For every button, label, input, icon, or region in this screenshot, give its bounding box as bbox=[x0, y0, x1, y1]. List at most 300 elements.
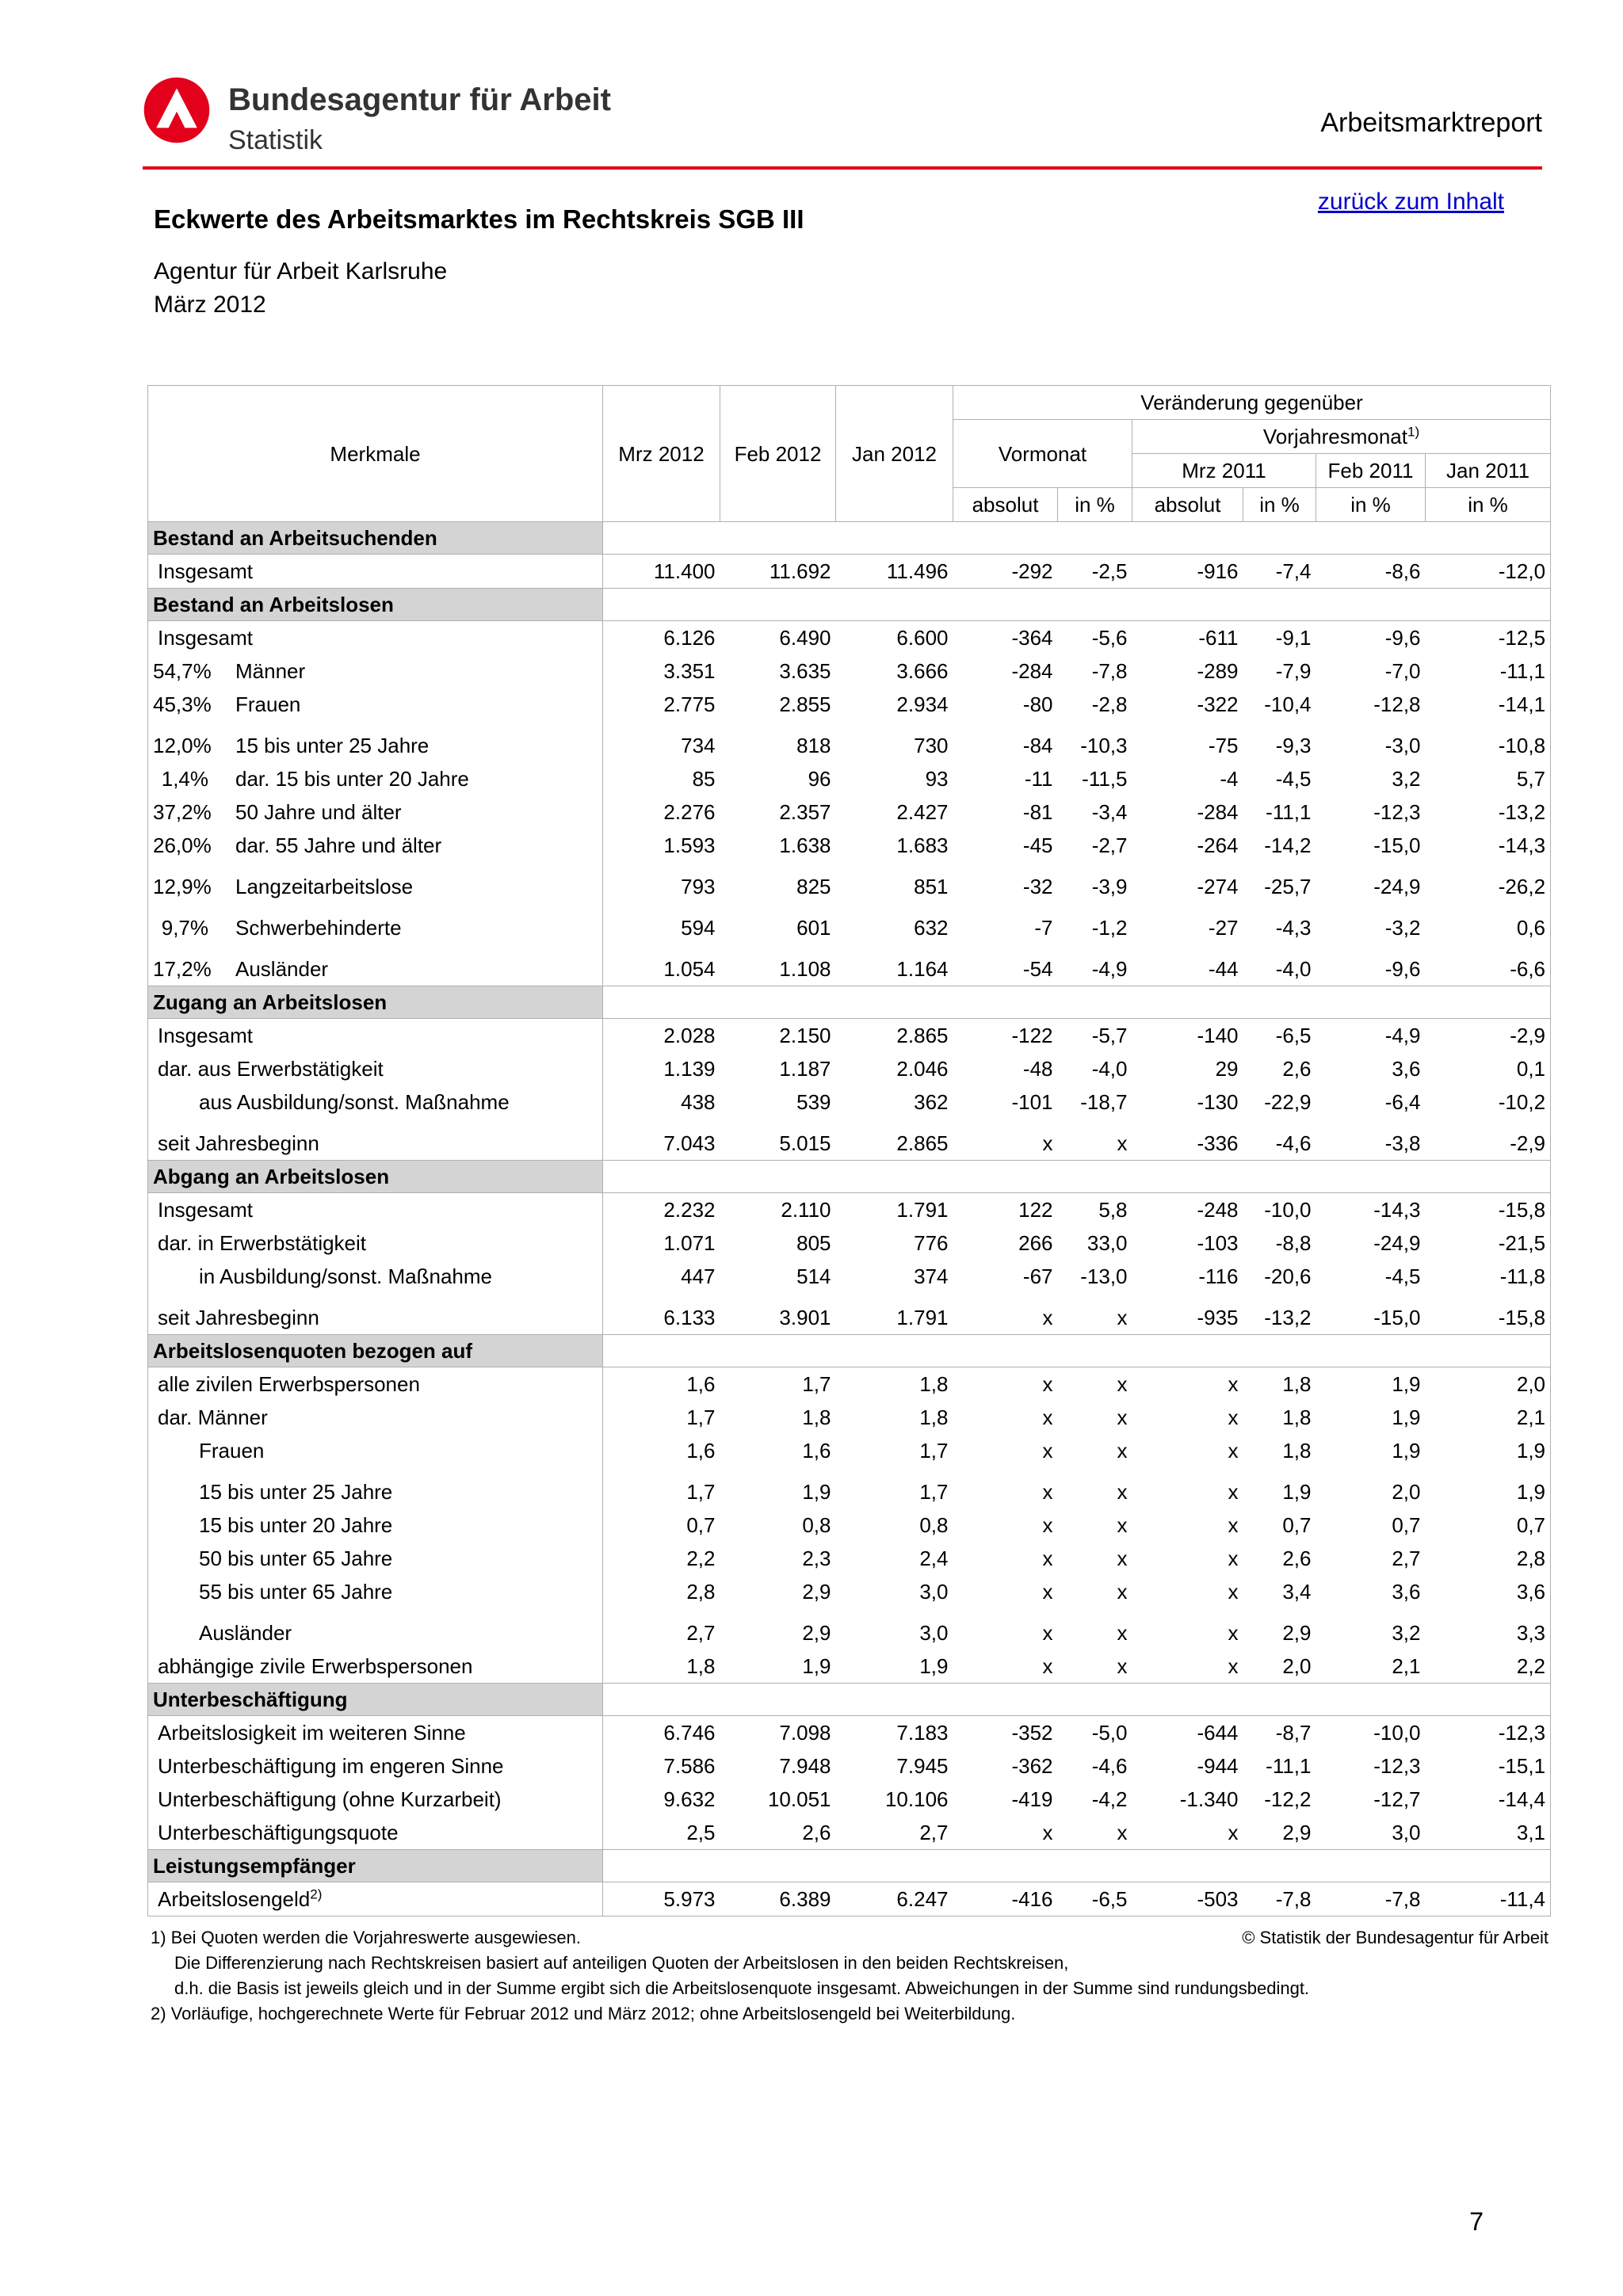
row-share: 1,4% bbox=[161, 767, 208, 791]
value-cell: -3,2 bbox=[1384, 916, 1421, 940]
value-cell: -7,8 bbox=[1275, 1887, 1312, 1911]
value-cell: -916 bbox=[1197, 559, 1239, 583]
value-cell: -4,6 bbox=[1091, 1754, 1128, 1778]
row-label-text: Ausländer bbox=[235, 957, 329, 981]
row-label-text: Insgesamt bbox=[158, 1198, 253, 1222]
value-cell: 2,6 bbox=[1282, 1547, 1312, 1570]
header-vorjahresmonat: Vorjahresmonat$^{1)}$ bbox=[1132, 420, 1551, 454]
row-label bbox=[148, 1508, 603, 1542]
row-share: 12,0% bbox=[153, 734, 212, 757]
value-cell: 2,2 bbox=[1516, 1654, 1546, 1678]
value-cell: -4,2 bbox=[1091, 1787, 1128, 1811]
value-cell: 730 bbox=[914, 734, 949, 757]
value-cell: 3,6 bbox=[1392, 1057, 1421, 1081]
back-to-contents-link[interactable]: zurück zum Inhalt bbox=[1317, 189, 1504, 215]
table-row bbox=[148, 1608, 1551, 1650]
row-label-text: abhängige zivile Erwerbspersonen bbox=[158, 1654, 473, 1678]
value-cell: 1,9 bbox=[802, 1480, 831, 1504]
value-cell: x bbox=[1117, 1405, 1128, 1429]
row-label bbox=[148, 1783, 603, 1816]
value-cell: x bbox=[1042, 1513, 1053, 1537]
row-label bbox=[148, 688, 603, 721]
value-cell: 7.043 bbox=[663, 1131, 716, 1155]
value-cell: x bbox=[1228, 1547, 1239, 1570]
value-cell: -84 bbox=[1022, 734, 1053, 757]
value-cell: -1,2 bbox=[1091, 916, 1128, 940]
value-cell: 2.150 bbox=[779, 1024, 831, 1047]
value-cell: x bbox=[1042, 1439, 1053, 1463]
value-cell: -274 bbox=[1197, 875, 1239, 898]
value-cell: 1,8 bbox=[919, 1372, 949, 1396]
value-cell: -3,8 bbox=[1384, 1131, 1421, 1155]
value-cell: -12,3 bbox=[1498, 1721, 1546, 1745]
footnote-marker: 2) bbox=[310, 1886, 323, 1902]
section-spacer bbox=[603, 589, 1551, 621]
value-cell: -10,2 bbox=[1498, 1090, 1546, 1114]
value-cell: x bbox=[1228, 1821, 1239, 1844]
value-cell: 3,1 bbox=[1516, 1821, 1546, 1844]
row-label-text: Insgesamt bbox=[158, 1024, 253, 1047]
value-cell: -7,0 bbox=[1384, 659, 1421, 683]
value-cell: 3.351 bbox=[663, 659, 716, 683]
row-label-text: seit Jahresbeginn bbox=[158, 1306, 319, 1329]
row-label-text: alle zivilen Erwerbspersonen bbox=[158, 1372, 420, 1396]
bundesagentur-logo-icon bbox=[143, 76, 211, 144]
value-cell: -15,0 bbox=[1373, 1306, 1421, 1329]
value-cell: 2,7 bbox=[1392, 1547, 1421, 1570]
header-change: Veränderung gegenüber bbox=[953, 386, 1551, 420]
table-row bbox=[148, 1508, 1551, 1542]
value-cell: 632 bbox=[914, 916, 949, 940]
value-cell: x bbox=[1117, 1131, 1128, 1155]
value-cell: -9,3 bbox=[1275, 734, 1312, 757]
row-label bbox=[148, 1542, 603, 1575]
value-cell: x bbox=[1117, 1547, 1128, 1570]
value-cell: -75 bbox=[1208, 734, 1239, 757]
value-cell: 6.247 bbox=[896, 1887, 949, 1911]
value-cell: 438 bbox=[681, 1090, 716, 1114]
section-spacer bbox=[603, 1161, 1551, 1193]
value-cell: 3,0 bbox=[1392, 1821, 1421, 1844]
value-cell: 0,6 bbox=[1516, 916, 1546, 940]
row-label-text: dar. 55 Jahre und älter bbox=[235, 833, 442, 857]
row-label-text: Männer bbox=[235, 659, 306, 683]
row-label bbox=[148, 903, 603, 944]
value-cell: 2,4 bbox=[919, 1547, 949, 1570]
value-cell: x bbox=[1228, 1439, 1239, 1463]
value-cell: -4,9 bbox=[1091, 957, 1128, 981]
row-share: 45,3% bbox=[153, 692, 212, 716]
value-cell: 2,0 bbox=[1392, 1480, 1421, 1504]
footnote-1: 1) Bei Quoten werden die Vorjahreswerte ausgewiesen. bbox=[151, 1928, 581, 1947]
row-label bbox=[148, 1749, 603, 1783]
value-cell: 2.855 bbox=[779, 692, 831, 716]
value-cell: x bbox=[1228, 1513, 1239, 1537]
value-cell: 6.490 bbox=[779, 626, 831, 650]
table-row bbox=[148, 1716, 1551, 1750]
value-cell: 1,6 bbox=[686, 1372, 716, 1396]
value-cell: 266 bbox=[1018, 1231, 1053, 1255]
row-label-text: Arbeitslosengeld bbox=[158, 1887, 311, 1911]
value-cell: -11,8 bbox=[1499, 1264, 1546, 1288]
report-name: Arbeitsmarktreport bbox=[1320, 108, 1542, 138]
value-cell: -44 bbox=[1208, 957, 1239, 981]
row-label bbox=[148, 1293, 603, 1335]
value-cell: x bbox=[1042, 1580, 1053, 1604]
value-cell: -935 bbox=[1197, 1306, 1239, 1329]
value-cell: -45 bbox=[1022, 833, 1053, 857]
footnote-2: 2) Vorläufige, hochgerechnete Werte für Februar 2012 und März 2012; ohne Arbeitslosengeld bei Weiterbildung. bbox=[151, 2004, 1016, 2023]
table-row bbox=[148, 1293, 1551, 1335]
row-share: 26,0% bbox=[153, 833, 212, 857]
value-cell: x bbox=[1042, 1547, 1053, 1570]
row-label-text: Frauen bbox=[235, 692, 301, 716]
header-feb-2012: Feb 2012 bbox=[720, 386, 836, 522]
value-cell: -289 bbox=[1197, 659, 1239, 683]
row-label-text: dar. aus Erwerbstätigkeit bbox=[158, 1057, 384, 1081]
value-cell: 2.775 bbox=[663, 692, 716, 716]
value-cell: -32 bbox=[1022, 875, 1053, 898]
section-label: Bestand an Arbeitslosen bbox=[148, 589, 603, 621]
agency-name: Agentur für Arbeit Karlsruhe bbox=[154, 258, 448, 284]
value-cell: 5.015 bbox=[779, 1131, 831, 1155]
value-cell: -11,1 bbox=[1266, 1754, 1312, 1778]
row-label-text: aus Ausbildung/sonst. Maßnahme bbox=[199, 1090, 510, 1114]
value-cell: 594 bbox=[681, 916, 716, 940]
value-cell: -12,3 bbox=[1373, 800, 1421, 824]
section-header bbox=[148, 522, 1551, 555]
value-cell: 1.791 bbox=[896, 1198, 949, 1222]
section-header bbox=[148, 1684, 1551, 1716]
value-cell: x bbox=[1228, 1580, 1239, 1604]
value-cell: 825 bbox=[796, 875, 831, 898]
value-cell: x bbox=[1228, 1654, 1239, 1678]
header-in-pct: in % bbox=[1058, 488, 1132, 522]
value-cell: -416 bbox=[1011, 1887, 1053, 1911]
row-label-text: dar. 15 bis unter 20 Jahre bbox=[235, 767, 469, 791]
value-cell: -80 bbox=[1022, 692, 1053, 716]
row-label bbox=[148, 1434, 603, 1467]
value-cell: -362 bbox=[1011, 1754, 1053, 1778]
table-row bbox=[148, 654, 1551, 688]
value-cell: -11,1 bbox=[1499, 659, 1546, 683]
table-row bbox=[148, 1226, 1551, 1260]
value-cell: -352 bbox=[1011, 1721, 1053, 1745]
row-share: 54,7% bbox=[153, 659, 212, 683]
copyright: © Statistik der Bundesagentur für Arbeit bbox=[1242, 1928, 1549, 1947]
value-cell: -7 bbox=[1034, 916, 1053, 940]
value-cell: -11,5 bbox=[1082, 767, 1128, 791]
value-cell: 1.054 bbox=[663, 957, 716, 981]
section-spacer bbox=[603, 522, 1551, 555]
row-label bbox=[148, 862, 603, 903]
row-label bbox=[148, 1260, 603, 1293]
value-cell: 11.692 bbox=[769, 559, 831, 583]
section-spacer bbox=[603, 1684, 1551, 1716]
value-cell: -5,0 bbox=[1091, 1721, 1128, 1745]
row-label bbox=[148, 1193, 603, 1227]
table-row bbox=[148, 1434, 1551, 1467]
value-cell: x bbox=[1228, 1480, 1239, 1504]
row-label-text: Arbeitslosigkeit im weiteren Sinne bbox=[158, 1721, 466, 1745]
value-cell: -419 bbox=[1011, 1787, 1053, 1811]
value-cell: x bbox=[1117, 1580, 1128, 1604]
header-feb-2011: Feb 2011 bbox=[1316, 454, 1426, 488]
value-cell: 1,8 bbox=[919, 1405, 949, 1429]
header-mrz-2012: Mrz 2012 bbox=[603, 386, 720, 522]
value-cell: -3,4 bbox=[1091, 800, 1128, 824]
value-cell: x bbox=[1228, 1372, 1239, 1396]
row-label-text: Frauen bbox=[199, 1439, 265, 1463]
value-cell: 0,8 bbox=[919, 1513, 949, 1537]
value-cell: 3,4 bbox=[1282, 1580, 1312, 1604]
value-cell: 1.593 bbox=[663, 833, 716, 857]
value-cell: 2.046 bbox=[896, 1057, 949, 1081]
value-cell: 85 bbox=[692, 767, 716, 791]
value-cell: 362 bbox=[914, 1090, 949, 1114]
value-cell: -2,9 bbox=[1510, 1131, 1546, 1155]
value-cell: -14,3 bbox=[1498, 833, 1546, 857]
row-label bbox=[148, 721, 603, 762]
section-header bbox=[148, 1335, 1551, 1367]
row-label bbox=[148, 944, 603, 986]
value-cell: x bbox=[1042, 1654, 1053, 1678]
value-cell: -264 bbox=[1197, 833, 1239, 857]
value-cell: 122 bbox=[1018, 1198, 1053, 1222]
value-cell: 2,9 bbox=[1282, 1821, 1312, 1844]
value-cell: 2.427 bbox=[896, 800, 949, 824]
value-cell: 2,1 bbox=[1516, 1405, 1546, 1429]
row-label-text: Unterbeschäftigung (ohne Kurzarbeit) bbox=[158, 1787, 502, 1811]
value-cell: 1,7 bbox=[919, 1480, 949, 1504]
value-cell: 6.600 bbox=[896, 626, 949, 650]
value-cell: 2,9 bbox=[802, 1580, 831, 1604]
value-cell: 2,3 bbox=[802, 1547, 831, 1570]
value-cell: 3,3 bbox=[1516, 1621, 1546, 1645]
value-cell: -15,1 bbox=[1498, 1754, 1546, 1778]
value-cell: -15,8 bbox=[1498, 1306, 1546, 1329]
value-cell: 0,7 bbox=[1516, 1513, 1546, 1537]
value-cell: -13,0 bbox=[1080, 1264, 1128, 1288]
value-cell: 7.098 bbox=[779, 1721, 831, 1745]
value-cell: 3,6 bbox=[1392, 1580, 1421, 1604]
value-cell: 1,9 bbox=[1392, 1405, 1421, 1429]
labour-market-table bbox=[147, 385, 1551, 1917]
header-absolut: absolut bbox=[1132, 488, 1243, 522]
section-header bbox=[148, 986, 1551, 1019]
value-cell: -10,0 bbox=[1373, 1721, 1421, 1745]
value-cell: x bbox=[1042, 1821, 1053, 1844]
value-cell: 2,8 bbox=[1516, 1547, 1546, 1570]
value-cell: -130 bbox=[1197, 1090, 1239, 1114]
row-label-text: in Ausbildung/sonst. Maßnahme bbox=[199, 1264, 492, 1288]
value-cell: 1,6 bbox=[686, 1439, 716, 1463]
value-cell: 1,7 bbox=[919, 1439, 949, 1463]
table-row bbox=[148, 1650, 1551, 1684]
table-row bbox=[148, 1401, 1551, 1434]
value-cell: 2,9 bbox=[1282, 1621, 1312, 1645]
row-label-text: seit Jahresbeginn bbox=[158, 1131, 319, 1155]
value-cell: 0,7 bbox=[1392, 1513, 1421, 1537]
value-cell: -2,9 bbox=[1510, 1024, 1546, 1047]
value-cell: 6.746 bbox=[663, 1721, 716, 1745]
value-cell: -9,1 bbox=[1275, 626, 1312, 650]
table-row bbox=[148, 762, 1551, 795]
value-cell: 2.232 bbox=[663, 1198, 716, 1222]
value-cell: x bbox=[1117, 1306, 1128, 1329]
value-cell: 1,7 bbox=[686, 1480, 716, 1504]
value-cell: 3,2 bbox=[1392, 1621, 1421, 1645]
value-cell: -8,7 bbox=[1275, 1721, 1312, 1745]
table-row bbox=[148, 1467, 1551, 1508]
table-row bbox=[148, 1367, 1551, 1402]
value-cell: 1.791 bbox=[896, 1306, 949, 1329]
value-cell: 11.496 bbox=[886, 559, 949, 583]
value-cell: 818 bbox=[796, 734, 831, 757]
row-share: 37,2% bbox=[153, 800, 212, 824]
value-cell: -22,9 bbox=[1264, 1090, 1312, 1114]
value-cell: 29 bbox=[1215, 1057, 1239, 1081]
value-cell: -12,0 bbox=[1498, 559, 1546, 583]
value-cell: 2.865 bbox=[896, 1024, 949, 1047]
header-absolut: absolut bbox=[953, 488, 1058, 522]
header-rule bbox=[143, 166, 1542, 170]
value-cell: -13,2 bbox=[1264, 1306, 1312, 1329]
table-row bbox=[148, 1019, 1551, 1053]
table-row bbox=[148, 1749, 1551, 1783]
value-cell: x bbox=[1042, 1372, 1053, 1396]
value-cell: 1,6 bbox=[802, 1439, 831, 1463]
value-cell: x bbox=[1042, 1621, 1053, 1645]
value-cell: 5,8 bbox=[1098, 1198, 1128, 1222]
value-cell: 0,7 bbox=[686, 1513, 716, 1537]
value-cell: 734 bbox=[681, 734, 716, 757]
section-label: Zugang an Arbeitslosen bbox=[148, 986, 603, 1019]
value-cell: 1,9 bbox=[1392, 1372, 1421, 1396]
section-spacer bbox=[603, 1335, 1551, 1367]
value-cell: 1.187 bbox=[779, 1057, 831, 1081]
value-cell: 5,7 bbox=[1516, 767, 1546, 791]
section-header bbox=[148, 589, 1551, 621]
value-cell: -944 bbox=[1197, 1754, 1239, 1778]
row-label-text: 55 bis unter 65 Jahre bbox=[199, 1580, 393, 1604]
value-cell: x bbox=[1117, 1372, 1128, 1396]
value-cell: -103 bbox=[1197, 1231, 1239, 1255]
value-cell: 1,9 bbox=[1392, 1439, 1421, 1463]
brand-subtitle: Statistik bbox=[228, 125, 323, 155]
value-cell: 1.683 bbox=[896, 833, 949, 857]
row-label-text: dar. Männer bbox=[158, 1405, 268, 1429]
value-cell: -27 bbox=[1208, 916, 1239, 940]
value-cell: -101 bbox=[1011, 1090, 1053, 1114]
brand-name: Bundesagentur für Arbeit bbox=[228, 82, 611, 117]
value-cell: 539 bbox=[796, 1090, 831, 1114]
row-label bbox=[148, 1226, 603, 1260]
value-cell: -14,2 bbox=[1264, 833, 1312, 857]
value-cell: x bbox=[1228, 1405, 1239, 1429]
value-cell: 2,0 bbox=[1516, 1372, 1546, 1396]
row-label bbox=[148, 1085, 603, 1119]
value-cell: 1,9 bbox=[1282, 1480, 1312, 1504]
section-label: Abgang an Arbeitslosen bbox=[148, 1161, 603, 1193]
value-cell: 1,7 bbox=[802, 1372, 831, 1396]
row-label bbox=[148, 1019, 603, 1053]
section-label: Bestand an Arbeitsuchenden bbox=[148, 522, 603, 555]
value-cell: 2,1 bbox=[1392, 1654, 1421, 1678]
value-cell: 1,7 bbox=[686, 1405, 716, 1429]
value-cell: -4,0 bbox=[1275, 957, 1312, 981]
value-cell: -503 bbox=[1197, 1887, 1239, 1911]
value-cell: -9,6 bbox=[1384, 626, 1421, 650]
value-cell: 5.973 bbox=[663, 1887, 716, 1911]
row-label bbox=[148, 1716, 603, 1750]
value-cell: -4,5 bbox=[1275, 767, 1312, 791]
value-cell: -322 bbox=[1197, 692, 1239, 716]
value-cell: -13,2 bbox=[1498, 800, 1546, 824]
value-cell: -5,7 bbox=[1091, 1024, 1128, 1047]
value-cell: 3,2 bbox=[1392, 767, 1421, 791]
header-in-pct: in % bbox=[1243, 488, 1316, 522]
value-cell: 805 bbox=[796, 1231, 831, 1255]
value-cell: -292 bbox=[1011, 559, 1053, 583]
value-cell: -364 bbox=[1011, 626, 1053, 650]
table-row bbox=[148, 1816, 1551, 1850]
value-cell: -116 bbox=[1198, 1264, 1239, 1288]
value-cell: -2,7 bbox=[1091, 833, 1128, 857]
value-cell: 2,9 bbox=[802, 1621, 831, 1645]
value-cell: -12,5 bbox=[1498, 626, 1546, 650]
value-cell: -140 bbox=[1197, 1024, 1239, 1047]
value-cell: -6,5 bbox=[1091, 1887, 1128, 1911]
value-cell: 1,8 bbox=[1282, 1439, 1312, 1463]
row-label bbox=[148, 1608, 603, 1650]
value-cell: -11 bbox=[1024, 767, 1053, 791]
value-cell: x bbox=[1042, 1131, 1053, 1155]
row-label-text: Schwerbehinderte bbox=[235, 916, 402, 940]
value-cell: x bbox=[1117, 1513, 1128, 1537]
row-label-text: Langzeitarbeitslose bbox=[235, 875, 414, 898]
value-cell: x bbox=[1228, 1621, 1239, 1645]
table-row bbox=[148, 688, 1551, 721]
value-cell: 3.635 bbox=[779, 659, 831, 683]
value-cell: 2,7 bbox=[919, 1821, 949, 1844]
value-cell: 11.400 bbox=[653, 559, 716, 583]
value-cell: -8,6 bbox=[1384, 559, 1421, 583]
value-cell: -122 bbox=[1011, 1024, 1053, 1047]
value-cell: 2.028 bbox=[663, 1024, 716, 1047]
value-cell: 0,7 bbox=[1282, 1513, 1312, 1537]
value-cell: -12,8 bbox=[1373, 692, 1421, 716]
value-cell: 10.106 bbox=[884, 1787, 949, 1811]
value-cell: -7,8 bbox=[1384, 1887, 1421, 1911]
value-cell: -21,5 bbox=[1498, 1231, 1546, 1255]
value-cell: 3,6 bbox=[1516, 1580, 1546, 1604]
value-cell: -67 bbox=[1022, 1264, 1053, 1288]
table-row bbox=[148, 903, 1551, 944]
row-label bbox=[148, 1052, 603, 1085]
header-jan-2011: Jan 2011 bbox=[1426, 454, 1551, 488]
value-cell: 7.948 bbox=[779, 1754, 831, 1778]
table-row bbox=[148, 1119, 1551, 1161]
row-label-text: Insgesamt bbox=[158, 559, 253, 583]
value-cell: -7,9 bbox=[1275, 659, 1312, 683]
row-label bbox=[148, 1467, 603, 1508]
value-cell: -4,0 bbox=[1091, 1057, 1128, 1081]
row-label-text: dar. in Erwerbstätigkeit bbox=[158, 1231, 367, 1255]
header-vormonat: Vormonat bbox=[953, 420, 1132, 488]
value-cell: -11,1 bbox=[1266, 800, 1312, 824]
table-row bbox=[148, 1542, 1551, 1575]
